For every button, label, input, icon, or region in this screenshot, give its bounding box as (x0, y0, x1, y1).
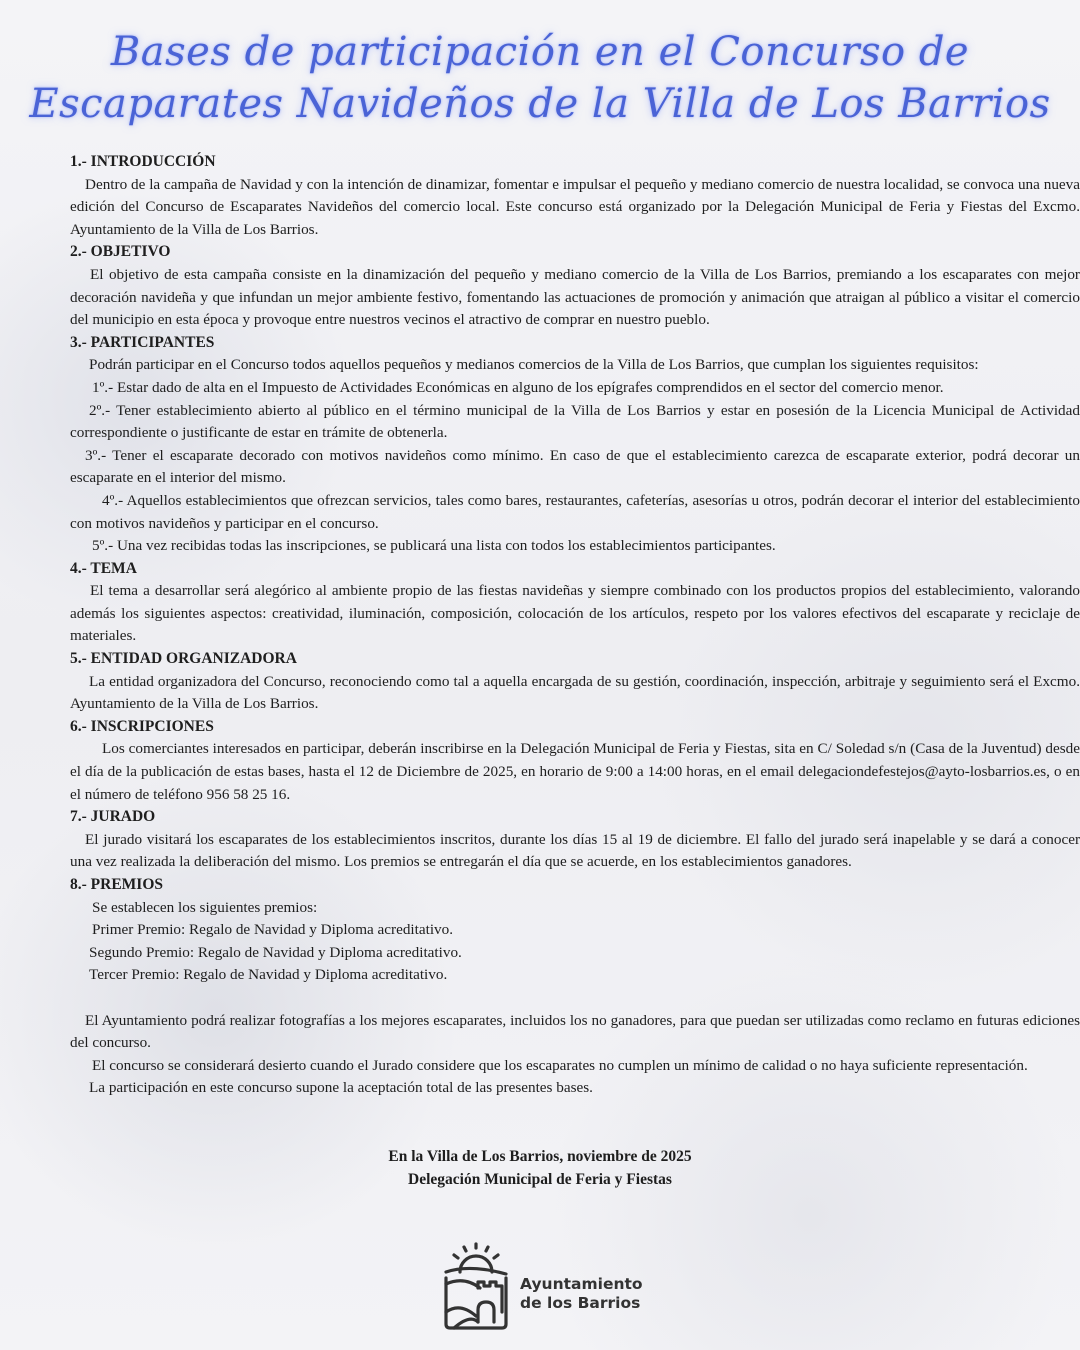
section-participantes (70, 332, 1080, 558)
requirement-item: 3º.- Tener el escaparate decorado con motivos navideños como mínimo. En caso de que el establecimiento carezca de escaparate exterior, podrá decorar un escaparate en el interior del mismo. (70, 446, 1080, 487)
spacer (70, 987, 1080, 1010)
logo-line-1: Ayuntamiento (520, 1275, 643, 1293)
ayuntamiento-logo (440, 1242, 660, 1332)
section-jurado (70, 806, 1080, 874)
requirement-item: 4º.- Aquellos establecimientos que ofrezcan servicios, tales como bares, restaurantes, cafeterías, asesorías u otros, podrán decorar el interior del establecimiento con motivos navideños y participar en el concurso. (70, 491, 1080, 532)
prize-item: Tercer Premio: Regalo de Navidad y Diploma acreditativo. (89, 966, 448, 984)
section-tema (70, 558, 1080, 648)
section-inscripciones (70, 716, 1080, 806)
section-entidad-organizadora (70, 648, 1080, 716)
logo-text (520, 1275, 643, 1313)
section-introduccion (70, 151, 1080, 241)
closing-notes (70, 1010, 1080, 1100)
section-text: Dentro de la campaña de Navidad y con la intención de dinamizar, fomentar e impulsar el pequeño y mediano comercio de nuestra localidad, se convoca una nueva edición del Concurso de Escaparates Navideños del comercio local. Este concurso está organizado por la Delegación Municipal de Feria y Fiestas del Excmo. Ayuntamiento de la Villa de Los Barrios. (70, 175, 1080, 238)
section-intro: Podrán participar en el Concurso todos aquellos pequeños y medianos comercios de la Villa de Los Barrios, que cumplan los siguientes requisitos: (89, 356, 979, 374)
section-premios (70, 874, 1080, 987)
town-emblem-icon (440, 1242, 512, 1332)
requirement-item: 2º.- Tener establecimiento abierto al público en el término municipal de la Villa de Los Barrios y estar en posesión de la Licencia Municipal de Actividad correspondiente o justificante de estar en trámite de obtenerla. (70, 401, 1080, 442)
title-line-1: Bases de participación en el Concurso de (110, 29, 970, 75)
page-title (0, 26, 1080, 130)
closing-paragraph: El concurso se considerará desierto cuando el Jurado considere que los escaparates no cumplen un mínimo de calidad o no haya suficiente representación. (92, 1056, 1028, 1074)
closing-paragraph: El Ayuntamiento podrá realizar fotografías a los mejores escaparates, incluidos los no ganadores, para que puedan ser utilizadas como reclamo en futuras ediciones del concurso. (70, 1011, 1080, 1052)
section-heading: 6.- INSCRIPCIONES (70, 717, 214, 735)
section-text: El tema a desarrollar será alegórico al ambiente propio de las fiestas navideñas y siempre combinado con los productos propios del establecimiento, valorando además los siguientes aspectos: creatividad, iluminación, composición, colocación de los artículos, respeto por los valores efectivos del escaparate y reciclaje de materiales. (70, 582, 1080, 645)
section-heading: 2.- OBJETIVO (70, 243, 171, 261)
section-text: Los comerciantes interesados en participar, deberán inscribirse en la Delegación Municipal de Feria y Fiestas, sita en C/ Soledad s/n (Casa de la Juventud) desde el día de la publicación de estas bases, hasta el 12 de Diciembre de 2025, en horario de 9:00 a 14:00 horas, en el email delegaciondefestejos@ayto-losbarrios.es, o en el número de teléfono 956 58 25 16. (70, 740, 1080, 803)
section-heading: 7.- JURADO (70, 808, 156, 826)
signature-block (0, 1146, 1080, 1191)
section-heading: 8.- PREMIOS (70, 876, 163, 893)
section-text: El objetivo de esta campaña consiste en la dinamización del pequeño y mediano comercio de la Villa de Los Barrios, premiando a los escaparates con mejor decoración navideña y que infundan un mejor ambiente festivo, fomentando las actuaciones de promoción y animación que atraigan al público a visitar el comercio del municipio en esta época y provoque entre nuestros vecinos el atractivo de comprar en nuestro pueblo. (70, 265, 1080, 329)
section-heading: 5.- ENTIDAD ORGANIZADORA (70, 650, 297, 668)
signature-place-date: En la Villa de Los Barrios, noviembre de 2025 (388, 1148, 692, 1165)
logo-line-2: de los Barrios (520, 1294, 641, 1312)
requirement-item: 5º.- Una vez recibidas todas las inscripciones, se publicará una lista con todos los establecimientos participantes. (92, 537, 776, 555)
section-text: El jurado visitará los escaparates de los establecimientos inscritos, durante los días 15 al 19 de diciembre. El fallo del jurado será inapelable y se dará a conocer una vez realizada la deliberación del mismo. Los premios se entregarán el día que se acuerde, en los establecimientos ganadores. (70, 830, 1080, 871)
section-heading: 3.- PARTICIPANTES (70, 333, 215, 351)
prize-item: Segundo Premio: Regalo de Navidad y Diploma acreditativo. (89, 943, 462, 961)
section-text: La entidad organizadora del Concurso, reconociendo como tal a aquella encargada de su gestión, coordinación, inspección, arbitraje y seguimiento será el Excmo. Ayuntamiento de la Villa de Los Barrios. (70, 672, 1080, 713)
document-body (70, 151, 1080, 1100)
requirement-item: 1º.- Estar dado de alta en el Impuesto de Actividades Económicas en alguno de los epígrafes comprendidos en el sector del comercio menor. (92, 378, 944, 396)
section-heading: 1.- INTRODUCCIÓN (70, 153, 216, 170)
section-intro: Se establecen los siguientes premios: (92, 898, 318, 916)
closing-paragraph: La participación en este concurso supone la aceptación total de las presentes bases. (89, 1079, 593, 1097)
section-objetivo (70, 241, 1080, 331)
section-heading: 4.- TEMA (70, 559, 137, 577)
signature-department: Delegación Municipal de Feria y Fiestas (408, 1170, 672, 1188)
title-line-2: Escaparates Navideños de la Villa de Los Barrios (29, 81, 1051, 127)
prize-item: Primer Premio: Regalo de Navidad y Diploma acreditativo. (92, 921, 454, 939)
